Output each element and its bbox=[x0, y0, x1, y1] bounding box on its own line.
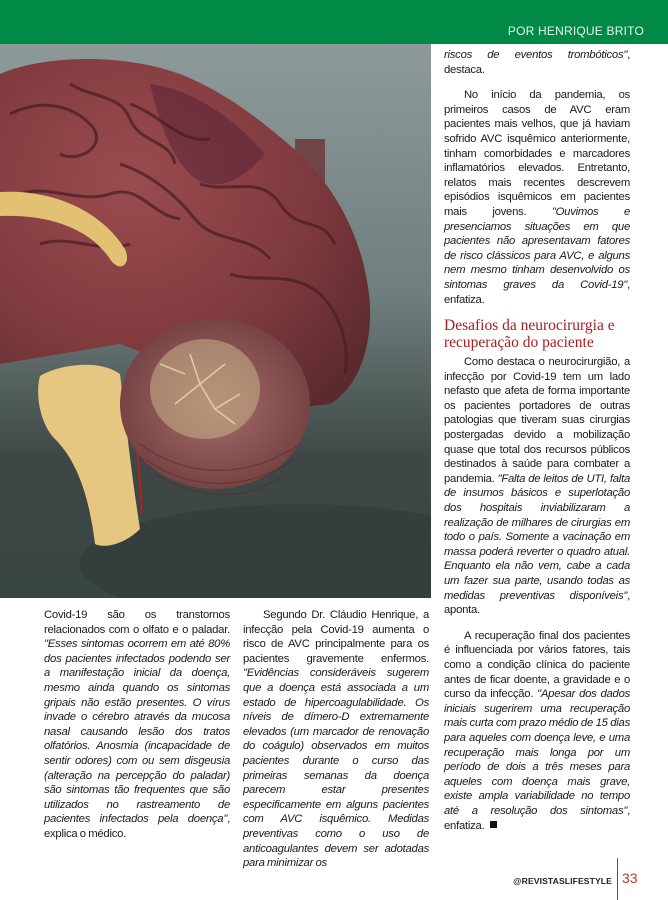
paragraph bbox=[444, 88, 630, 307]
body-text: No início da pandemia, os primeiros casos de AVC eram pacientes mais velhos, que já haviam sofrido AVC isquêmico anteriormente, tinham comorbidades e marcadores inflamatórios elevados. Entretanto, relatos mais recentes descrevem episódios isquêmicos em pacientes mais jovens. bbox=[444, 89, 630, 218]
body-text: A recuperação final dos pacientes é influenciada por vários fatores, tais como a condição clínica do paciente antes de ficar doente, a gravidade e o curso da infecção. bbox=[444, 629, 630, 701]
paragraph-gap bbox=[444, 618, 630, 629]
page-number: 33 bbox=[622, 870, 638, 886]
body-text: , destaca. bbox=[444, 49, 630, 76]
article-column-right bbox=[444, 48, 630, 833]
quote-text: "Ouvimos e presenciamos situações em que pacientes não apresentavam fatores de risco clássicos para AVC, e alguns nem mesmo tinham desenvolvido os sintomas graves da Covid-19" bbox=[444, 205, 630, 291]
quote-text: riscos de eventos trombóticos" bbox=[444, 49, 628, 61]
quote-text: "Falta de leitos de UTI, falta de insumos básicos e superlotação dos hospitais inviabilizaram a realização de milhares de cirurgias em todo o país. Somente a vacinação em massa poderá reverter o quadro atual. Enquanto ela não vem, cabe a cada um fazer sua parte, usando todas as medidas preventivas disponíveis" bbox=[444, 472, 630, 602]
quote-text: "Esses sintomas ocorrem em até 80% dos pacientes infectados podendo ser a manifestação inicial da doença, mesmo ainda quando os sintomas gripais não estão presentes. O vírus invade o cérebro através da mucosa nasal causando lesão dos tratos olfatórios. Anosmia (incapacidade de sentir odores) com ou sem disgeusia (alteração na percepção do paladar) são sintomas tão frequentes que são utilizados no rastreamento de pacientes infectados pela doença" bbox=[44, 638, 230, 826]
paragraph-gap bbox=[444, 77, 630, 88]
arbor-vitae bbox=[150, 339, 260, 439]
paragraph bbox=[444, 629, 630, 833]
body-text: Como destaca o neurocirurgião, a infecção por Covid-19 tem um lado nefasto que afeta de forma importante os pacientes portadores de outras patologias que tiveram suas cirurgias postergadas devido a mobilização quase que total dos recursos públicos destinados à saúde para combater a pandemia. bbox=[444, 356, 630, 485]
body-text: , explica o médico. bbox=[44, 813, 230, 840]
section-subheading: Desafios da neurocirurgia e recuperação do paciente bbox=[444, 317, 615, 352]
body-text: Segundo Dr. Cláudio Henrique, a infecção pela Covid-19 aumenta o risco de AVC principalmente para os pacientes gravemente enfermos. bbox=[243, 609, 429, 665]
footer-divider bbox=[617, 858, 618, 900]
article-column-left bbox=[44, 608, 230, 842]
paragraph bbox=[243, 608, 429, 871]
quote-text: "Apesar dos dados iniciais sugerirem uma recuperação mais curta com prazo médio de 15 dias para aqueles com doença leve, e uma recuperação mais longa por um período de dois a três meses para aqueles com doença mais grave, existe ampla variabilidade no tempo até a resolução dos sintomas" bbox=[444, 688, 631, 817]
body-text: , enfatiza. bbox=[444, 804, 630, 832]
header-band bbox=[0, 0, 668, 44]
end-of-article-icon bbox=[490, 821, 497, 828]
paragraph bbox=[44, 608, 230, 842]
article-column-middle bbox=[243, 608, 429, 871]
body-text: , enfatiza. bbox=[444, 278, 630, 306]
quote-text: "Evidências consideráveis sugerem que a doença está associada a um estado de hipercoagulabilidade. Os níveis de dímero-D extremamente elevados (um marcador de renovação do coágulo) observados em muitos pacientes durante o curso das primeiras semanas da doença parecem estar presentes especificamente em alguns pacientes com AVC isquêmico. Medidas preventivas como o uso de anticoagulantes devem ser adotadas para minimizar os bbox=[243, 667, 429, 870]
brain-model-image bbox=[0, 44, 431, 598]
body-text: , aponta. bbox=[444, 589, 630, 617]
body-text: Covid-19 são os transtornos relacionados com o olfato e o paladar. bbox=[44, 609, 230, 636]
brain-photo-illustration bbox=[0, 44, 431, 598]
paragraph bbox=[444, 355, 630, 618]
social-handle: @REVISTASLIFESTYLE bbox=[513, 876, 612, 886]
paragraph bbox=[444, 48, 630, 77]
page-footer bbox=[0, 858, 668, 900]
byline: POR HENRIQUE BRITO bbox=[507, 24, 644, 38]
